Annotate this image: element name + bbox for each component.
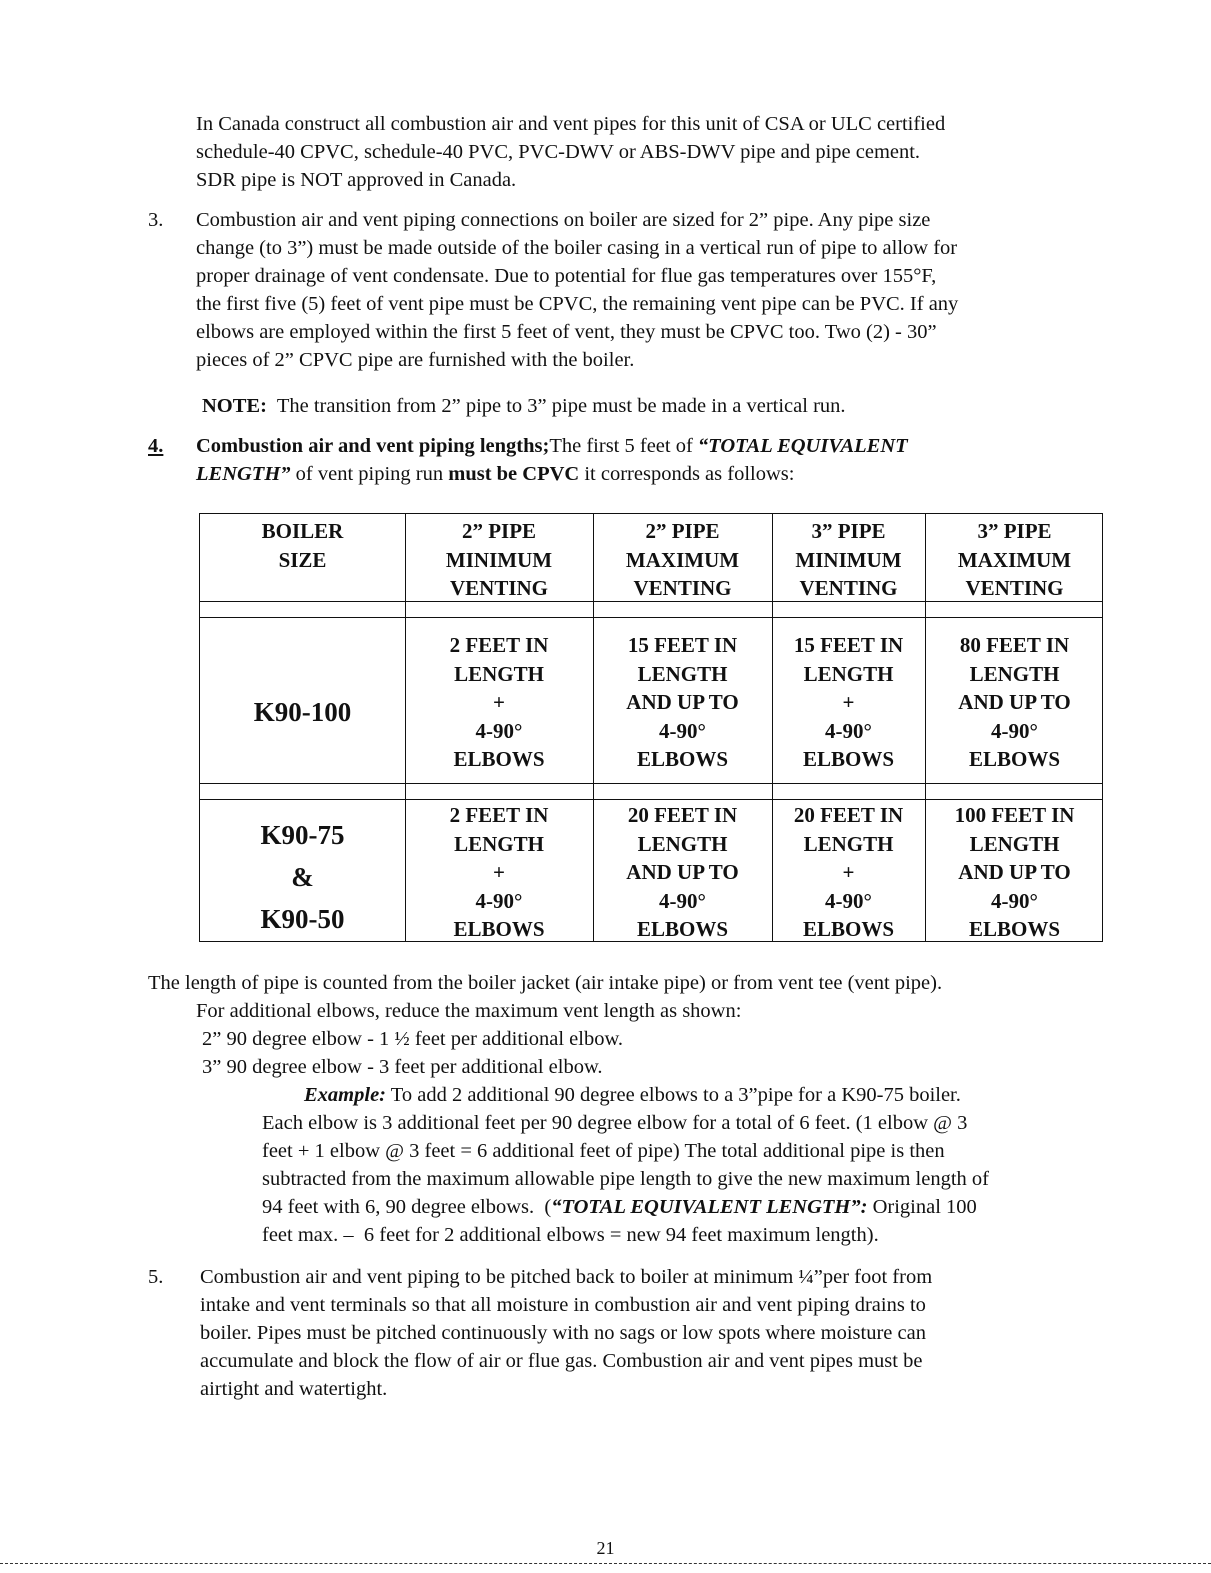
row-k90-100-size: K90-100: [253, 697, 352, 727]
table-cell: 80 FEET IN LENGTH AND UP TO 4-90° ELBOWS: [958, 633, 1071, 771]
item-3-line: the first five (5) feet of vent pipe must be CPVC, the remaining vent pipe can be PVC. If any: [196, 293, 959, 315]
item-4-text-c: it corresponds as follows:: [579, 463, 795, 485]
item-4-bold-b: must be CPVC: [448, 463, 580, 485]
example-line-5-italic: “TOTAL EQUIVALENT LENGTH”:: [551, 1196, 868, 1218]
item-3-line: pieces of 2” CPVC pipe are furnished with the boiler.: [196, 349, 635, 371]
note-text: The transition from 2” pipe to 3” pipe must be made in a vertical run.: [266, 395, 846, 417]
example-first-text: To add 2 additional 90 degree elbows to a 3”pipe for a K90-75 boiler.: [386, 1084, 961, 1106]
item-4-line-1: [196, 432, 1121, 460]
item-4-italic-b: LENGTH”: [196, 463, 291, 485]
item-4-bold-lead: Combustion air and vent piping lengths;: [196, 435, 550, 457]
item-5-paragraph: [200, 1263, 1125, 1403]
note: [202, 392, 1127, 420]
table-cell: 100 FEET IN LENGTH AND UP TO 4-90° ELBOWS: [954, 803, 1075, 941]
item-4-number: 4.: [148, 435, 164, 457]
example-line: subtracted from the maximum allowable pipe length to give the new maximum length of: [262, 1168, 989, 1190]
item-3-line: proper drainage of vent condensate. Due to potential for flue gas temperatures over 155°F,: [196, 265, 937, 287]
item-5-line: intake and vent terminals so that all moisture in combustion air and vent piping drains to: [200, 1294, 926, 1316]
header-3in-maximum: 3” PIPE MAXIMUM VENTING: [957, 519, 1072, 600]
item-4-text-a: The first 5 feet of: [549, 435, 698, 457]
table-row-divider: [200, 783, 1102, 784]
item-5-line: boiler. Pipes must be pitched continuously with no sags or low spots where moisture can: [200, 1322, 926, 1344]
header-3in-minimum: 3” PIPE MINIMUM VENTING: [795, 519, 902, 600]
item-5-number: 5.: [148, 1266, 164, 1288]
item-5-line: accumulate and block the flow of air or flue gas. Combustion air and vent pipes must be: [200, 1350, 923, 1372]
table-row-divider: [200, 799, 1102, 800]
table-cell: 15 FEET IN LENGTH AND UP TO 4-90° ELBOWS: [626, 633, 739, 771]
elbow-2in-rule: 2” 90 degree elbow - 1 ½ feet per additional elbow.: [202, 1028, 624, 1050]
example-label: Example:: [304, 1084, 386, 1106]
header-2in-minimum: 2” PIPE MINIMUM VENTING: [445, 519, 553, 600]
example-first-line: [262, 1081, 1142, 1109]
intro-line: SDR pipe is NOT approved in Canada.: [196, 169, 517, 191]
item-4-line-2: [196, 460, 1121, 488]
item-3-line: elbows are employed within the first 5 feet of vent, they must be CPVC too. Two (2) - 30”: [196, 321, 937, 343]
example-line-5-a: 94 feet with 6, 90 degree elbows. (: [262, 1196, 552, 1218]
example-paragraph: [262, 1081, 1142, 1249]
item-4-paragraph: [196, 432, 1121, 488]
example-line-5: [262, 1193, 1142, 1221]
intro-line: In Canada construct all combustion air and vent pipes for this unit of CSA or ULC certified: [196, 113, 946, 135]
table-cell: 20 FEET IN LENGTH + 4-90° ELBOWS: [793, 803, 904, 941]
elbow-3in-rule: 3” 90 degree elbow - 3 feet per additional elbow.: [202, 1056, 603, 1078]
item-3-line: Combustion air and vent piping connections on boiler are sized for 2” pipe. Any pipe size: [196, 209, 931, 231]
intro-paragraph: [196, 110, 1121, 194]
table-row-divider: [200, 617, 1102, 618]
item-5-line: Combustion air and vent piping to be pitched back to boiler at minimum ¼”per foot from: [200, 1266, 933, 1288]
footer-divider: [0, 1563, 1211, 1564]
pipe-length-note: The length of pipe is counted from the boiler jacket (air intake pipe) or from vent tee (vent pipe).: [148, 972, 943, 994]
page-number: 21: [596, 1538, 615, 1558]
additional-elbows-note: For additional elbows, reduce the maximum vent length as shown:: [196, 1000, 742, 1022]
table-cell: 2 FEET IN LENGTH + 4-90° ELBOWS: [449, 633, 549, 771]
table-cell: 2 FEET IN LENGTH + 4-90° ELBOWS: [449, 803, 549, 941]
item-4-text-b: of vent piping run: [290, 463, 449, 485]
item-3-paragraph: [196, 206, 1121, 374]
item-3-line: change (to 3”) must be made outside of the boiler casing in a vertical run of pipe to allow for: [196, 237, 958, 259]
example-line: Each elbow is 3 additional feet per 90 degree elbow for a total of 6 feet. (1 elbow @ 3: [262, 1112, 968, 1134]
item-5-line: airtight and watertight.: [200, 1378, 388, 1400]
item-3-number: 3.: [148, 209, 164, 231]
intro-line: schedule-40 CPVC, schedule-40 PVC, PVC-DWV or ABS-DWV pipe and pipe cement.: [196, 141, 921, 163]
table-cell: 15 FEET IN LENGTH + 4-90° ELBOWS: [793, 633, 904, 771]
item-4-italic-a: “TOTAL EQUIVALENT: [697, 435, 908, 457]
example-line: feet max. – 6 feet for 2 additional elbows = new 94 feet maximum length).: [262, 1224, 879, 1246]
venting-table: [199, 513, 1103, 942]
header-boiler-size: BOILER SIZE: [261, 519, 344, 572]
example-line: feet + 1 elbow @ 3 feet = 6 additional feet of pipe) The total additional pipe is then: [262, 1140, 945, 1162]
row-k90-75-50-size: K90-75 & K90-50: [260, 820, 345, 934]
example-line-5-b: Original 100: [867, 1196, 977, 1218]
note-label: NOTE:: [202, 395, 267, 417]
header-2in-maximum: 2” PIPE MAXIMUM VENTING: [625, 519, 740, 600]
table-cell: 20 FEET IN LENGTH AND UP TO 4-90° ELBOWS: [626, 803, 739, 941]
